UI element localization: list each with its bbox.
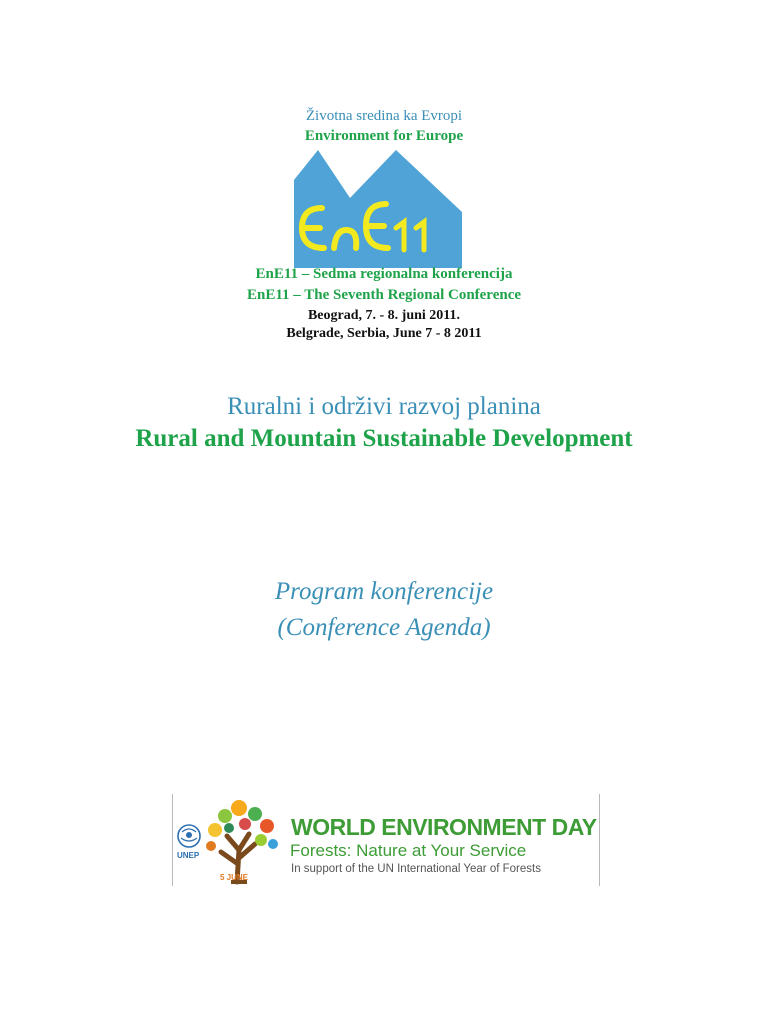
date-badge: 5 JUNE [220, 873, 249, 882]
unep-label: UNEP [177, 851, 200, 860]
header-line-english: Environment for Europe [304, 128, 464, 144]
banner-title: WORLD ENVIRONMENT DAY [291, 814, 597, 840]
conference-name-english: EnE11 – The Seventh Regional Conference [246, 287, 522, 303]
header-line-serbian: Životna sredina ka Evropi [305, 108, 463, 124]
theme-title-serbian: Ruralni i održivi razvoj planina [227, 393, 541, 420]
banner-subtitle: Forests: Nature at Your Service [290, 841, 527, 860]
conference-date-serbian: Beograd, 7. - 8. juni 2011. [307, 308, 461, 323]
conference-date-english: Belgrade, Serbia, June 7 - 8 2011 [286, 326, 482, 341]
ene11-logo [294, 150, 462, 268]
theme-title-english: Rural and Mountain Sustainable Development [135, 425, 633, 452]
banner-tagline: In support of the UN International Year of Forests [291, 863, 541, 875]
world-environment-day-banner [172, 794, 600, 886]
conference-name-serbian: EnE11 – Sedma regionalna konferencija [255, 266, 513, 282]
program-title-english: (Conference Agenda) [277, 614, 491, 641]
program-title-serbian: Program konferencije [274, 578, 494, 605]
